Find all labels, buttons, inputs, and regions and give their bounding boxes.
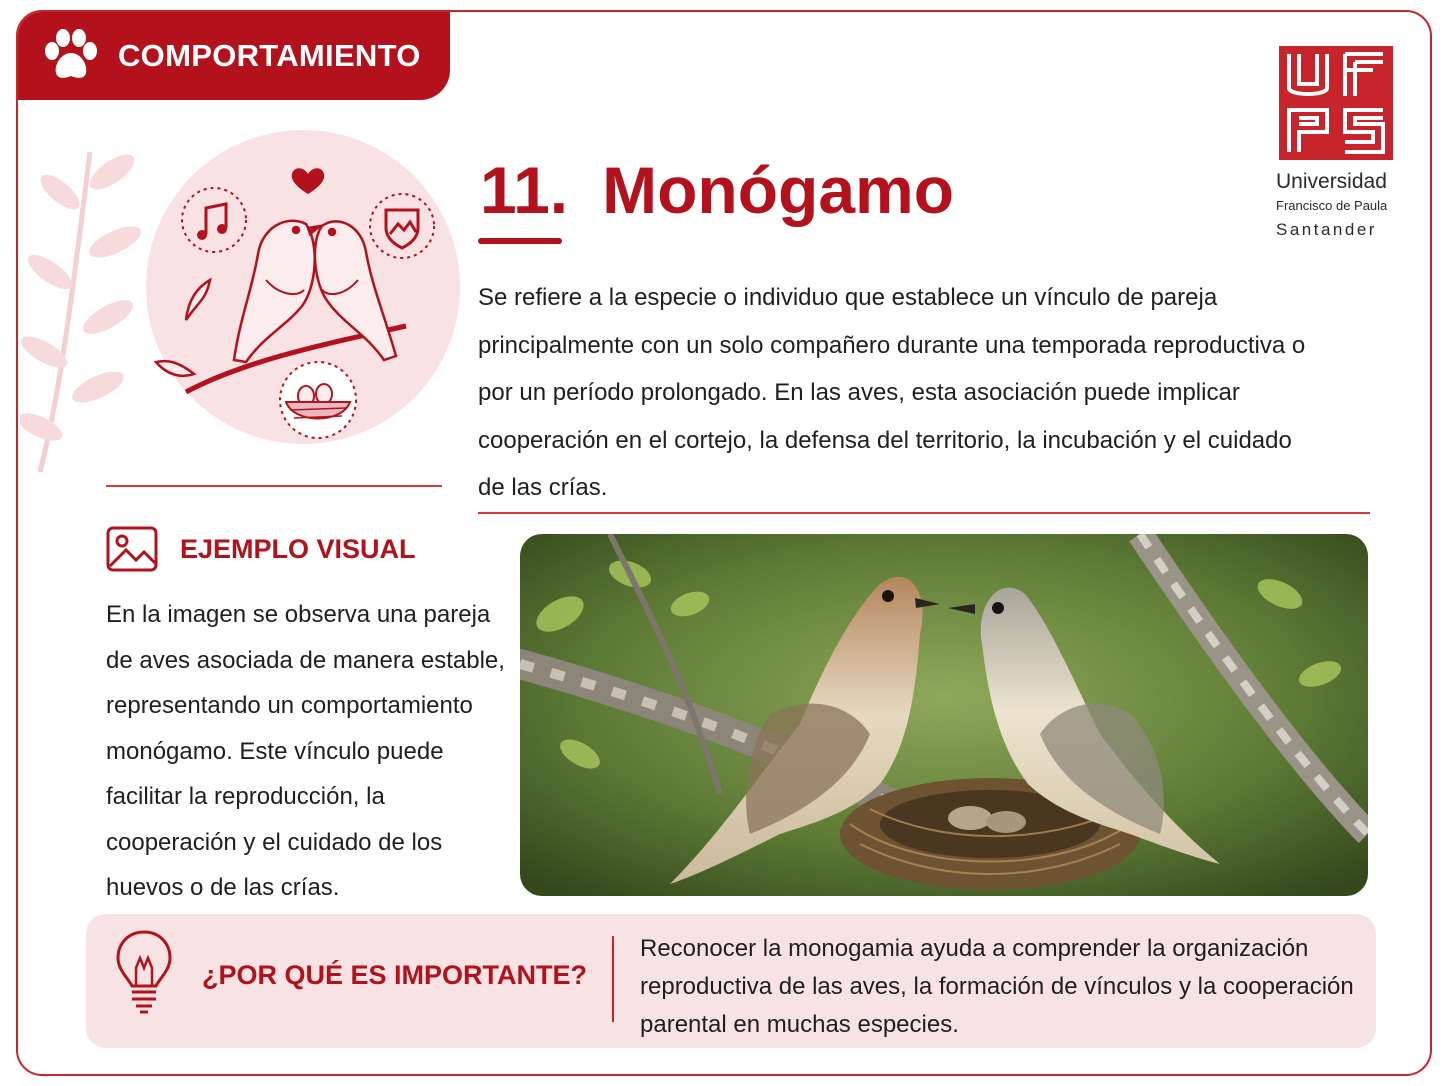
visual-example-text: En la imagen se observa una pareja de aves asociada de manera estable, representando un comportamiento monógamo. Este vínculo puede facilitar la reproducción, la cooperación y el cuidado de los huevos o de las crías. (106, 601, 505, 901)
importance-title: ¿POR QUÉ ES IMPORTANTE? (202, 960, 588, 990)
divider-right (478, 512, 1370, 514)
lightbulb-icon (114, 928, 174, 1018)
term-number: 11. (480, 153, 569, 227)
bird-pair-icon (156, 221, 406, 392)
logo-name-line: Francisco de Paula (1276, 198, 1388, 213)
definition-text: Se refiere a la especie o individuo que establece un vínculo de pareja principalmente con un solo compañero durante una temporada reproductiva o por un período prolongado. En las aves, esta asociación puede implicar cooperación en el cortejo, la defensa del territorio, la incubación y el cuidado de las crías. (478, 284, 1306, 501)
category-label: COMPORTAMIENTO (118, 38, 421, 73)
decorative-branch-icon (20, 132, 150, 472)
heart-icon (292, 168, 324, 194)
territory-shield-icon (370, 194, 434, 258)
divider-left (106, 485, 442, 487)
title-underline (478, 238, 562, 244)
importance-text: Reconocer la monogamia ayuda a comprender la organización reproductiva de las aves, la formación de vínculos y la cooperación parental en muchas especies. (640, 935, 1354, 1038)
term-title-text: Monógamo (602, 153, 955, 227)
page-card (16, 10, 1432, 1076)
logo-city: Santander (1276, 220, 1377, 239)
visual-example-heading (106, 526, 416, 572)
music-note-icon (182, 188, 246, 252)
logo-university: Universidad (1276, 170, 1387, 193)
category-tab (18, 12, 450, 100)
ufps-logo (1276, 46, 1396, 160)
paw-icon (42, 29, 100, 83)
visual-example-title: EJEMPLO VISUAL (180, 533, 416, 564)
illustration-circle (146, 130, 460, 444)
image-icon (106, 526, 158, 572)
term-title (480, 152, 954, 228)
nest-eggs-icon (280, 362, 356, 438)
importance-separator (612, 936, 614, 1022)
logo-letters: UFPS (1279, 46, 1282, 47)
importance-box (86, 914, 1376, 1048)
bird-pair-photo (520, 534, 1368, 896)
